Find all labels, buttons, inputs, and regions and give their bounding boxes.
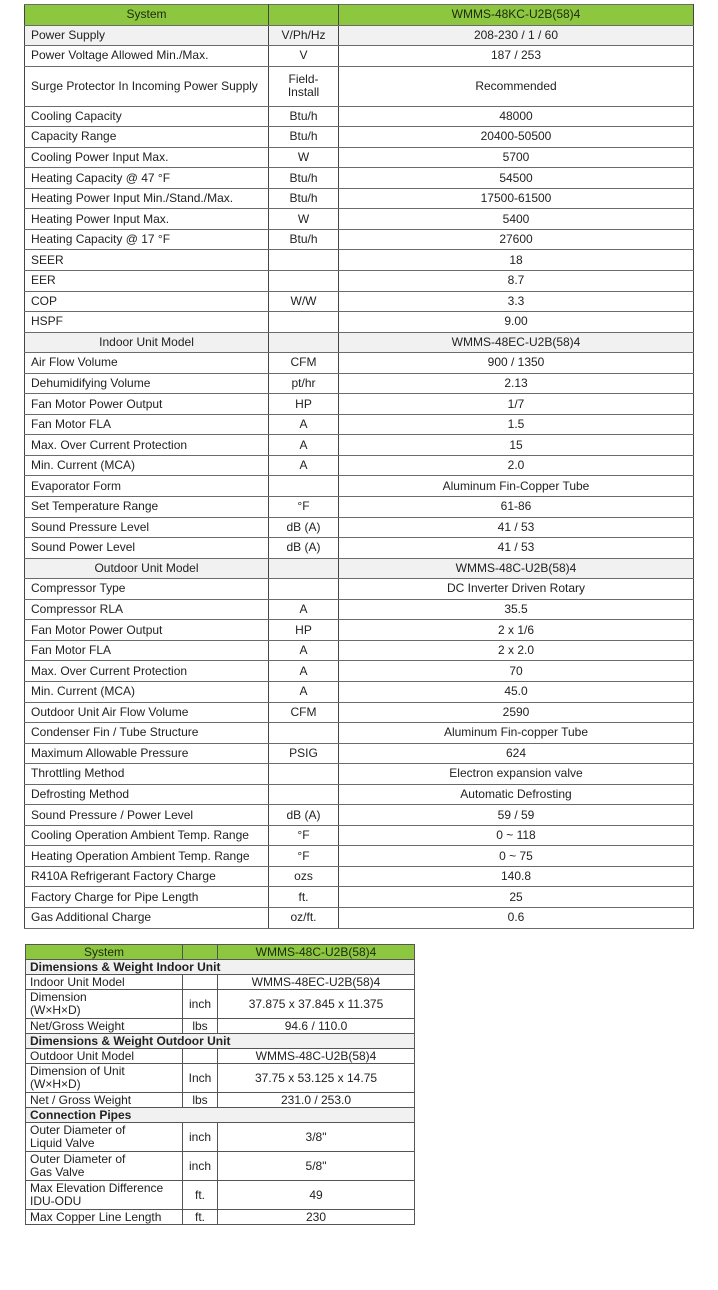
dims-value: 230	[218, 1210, 415, 1225]
dims-label: Outer Diameter of Liquid Valve	[26, 1123, 183, 1152]
spec-value: Aluminum Fin-copper Tube	[339, 723, 694, 744]
spec-unit: PSIG	[269, 743, 339, 764]
dims-value: 37.875 x 37.845 x 11.375	[218, 990, 415, 1019]
table-row	[25, 476, 694, 497]
table-row	[25, 353, 694, 374]
table-row	[25, 825, 694, 846]
table-row	[25, 455, 694, 476]
header-model: WMMS-48KC-U2B(58)4	[339, 5, 694, 26]
spec-value: Aluminum Fin-Copper Tube	[339, 476, 694, 497]
spec-unit: A	[269, 640, 339, 661]
table-row	[26, 1093, 415, 1108]
spec-unit: oz/ft.	[269, 907, 339, 928]
table-row	[25, 764, 694, 785]
spec-unit: W	[269, 209, 339, 230]
dims-label: Outdoor Unit Model	[26, 1049, 183, 1064]
spec-label: Compressor Type	[25, 579, 269, 600]
section-model: WMMS-48C-U2B(58)4	[339, 558, 694, 579]
table-row	[25, 538, 694, 559]
spec-value: 25	[339, 887, 694, 908]
spec-unit	[269, 558, 339, 579]
spec-unit: A	[269, 681, 339, 702]
spec-value: 0 ~ 118	[339, 825, 694, 846]
spec-value: 2 x 1/6	[339, 620, 694, 641]
table-row	[26, 1064, 415, 1093]
spec-label: Throttling Method	[25, 764, 269, 785]
spec-label: EER	[25, 271, 269, 292]
spec-label: HSPF	[25, 312, 269, 333]
dims-value: 37.75 x 53.125 x 14.75	[218, 1064, 415, 1093]
section-row	[26, 960, 415, 975]
spec-unit: HP	[269, 394, 339, 415]
table-row	[25, 497, 694, 518]
dims-value: 49	[218, 1181, 415, 1210]
table-row	[25, 579, 694, 600]
spec-value: DC Inverter Driven Rotary	[339, 579, 694, 600]
spec-unit	[269, 764, 339, 785]
table-row	[25, 723, 694, 744]
table-row	[25, 25, 694, 46]
spec-label: Air Flow Volume	[25, 353, 269, 374]
table-row	[25, 517, 694, 538]
dims-unit: lbs	[183, 1019, 218, 1034]
dims-unit: inch	[183, 1123, 218, 1152]
spec-label: Power Supply	[25, 25, 269, 46]
spec-unit: A	[269, 661, 339, 682]
spec-unit: Btu/h	[269, 106, 339, 127]
spec-value: 17500-61500	[339, 188, 694, 209]
spec-label: Cooling Operation Ambient Temp. Range	[25, 825, 269, 846]
spec-value: 54500	[339, 168, 694, 189]
table-row	[25, 394, 694, 415]
spec-unit: Field- Install	[269, 66, 339, 106]
table-row	[25, 702, 694, 723]
spec-unit: CFM	[269, 702, 339, 723]
dims-value: 3/8"	[218, 1123, 415, 1152]
dimensions-table-body	[26, 945, 415, 1225]
spec-unit: °F	[269, 825, 339, 846]
spec-label: Outdoor Unit Air Flow Volume	[25, 702, 269, 723]
dims-unit: ft.	[183, 1210, 218, 1225]
spec-unit	[269, 250, 339, 271]
table-header-row	[25, 5, 694, 26]
section-row	[25, 332, 694, 353]
table-row	[25, 312, 694, 333]
header-label: System	[26, 945, 183, 960]
spec-unit	[269, 332, 339, 353]
table-row	[26, 1210, 415, 1225]
specifications-table-body	[25, 5, 694, 929]
table-row	[25, 640, 694, 661]
table-row	[25, 250, 694, 271]
spec-unit: V	[269, 46, 339, 67]
dims-label: Indoor Unit Model	[26, 975, 183, 990]
spec-value: 45.0	[339, 681, 694, 702]
spec-unit: W	[269, 147, 339, 168]
header-label: System	[25, 5, 269, 26]
spec-unit: Btu/h	[269, 229, 339, 250]
table-row	[25, 229, 694, 250]
dims-value: 231.0 / 253.0	[218, 1093, 415, 1108]
spec-label: Fan Motor FLA	[25, 640, 269, 661]
spec-label: SEER	[25, 250, 269, 271]
spec-value: 1/7	[339, 394, 694, 415]
table-row	[26, 1181, 415, 1210]
spec-label: Cooling Capacity	[25, 106, 269, 127]
spec-label: Heating Power Input Min./Stand./Max.	[25, 188, 269, 209]
spec-value: 2.13	[339, 373, 694, 394]
dims-value: WMMS-48EC-U2B(58)4	[218, 975, 415, 990]
spec-unit: A	[269, 414, 339, 435]
spec-label: Max. Over Current Protection	[25, 435, 269, 456]
table-row	[25, 46, 694, 67]
table-row	[25, 743, 694, 764]
table-row	[25, 805, 694, 826]
section-model: WMMS-48EC-U2B(58)4	[339, 332, 694, 353]
spec-label: Min. Current (MCA)	[25, 455, 269, 476]
table-row	[26, 975, 415, 990]
spec-label: Maximum Allowable Pressure	[25, 743, 269, 764]
spec-label: Heating Capacity @ 47 °F	[25, 168, 269, 189]
table-row	[25, 681, 694, 702]
table-row	[25, 907, 694, 928]
table-row	[25, 661, 694, 682]
spec-value: 187 / 253	[339, 46, 694, 67]
table-row	[26, 1019, 415, 1034]
dims-value: 5/8"	[218, 1152, 415, 1181]
dims-label: Dimension of Unit (W×H×D)	[26, 1064, 183, 1093]
table-row	[25, 620, 694, 641]
spec-value: 41 / 53	[339, 538, 694, 559]
spec-label: Sound Power Level	[25, 538, 269, 559]
spec-value: Recommended	[339, 66, 694, 106]
table-row	[26, 1123, 415, 1152]
spec-value: 15	[339, 435, 694, 456]
spec-unit: W/W	[269, 291, 339, 312]
dims-label: Net/Gross Weight	[26, 1019, 183, 1034]
spec-label: Defrosting Method	[25, 784, 269, 805]
spec-label: R410A Refrigerant Factory Charge	[25, 866, 269, 887]
spec-unit: ft.	[269, 887, 339, 908]
spec-value: 1.5	[339, 414, 694, 435]
table-row	[25, 188, 694, 209]
spec-value: 8.7	[339, 271, 694, 292]
section-label: Outdoor Unit Model	[25, 558, 269, 579]
spec-value: 2.0	[339, 455, 694, 476]
spec-unit	[269, 312, 339, 333]
table-row	[25, 784, 694, 805]
table-row	[25, 209, 694, 230]
dims-unit: lbs	[183, 1093, 218, 1108]
table-row	[25, 271, 694, 292]
spec-unit: HP	[269, 620, 339, 641]
spec-unit: V/Ph/Hz	[269, 25, 339, 46]
table-row	[25, 599, 694, 620]
table-row	[25, 414, 694, 435]
table-row	[25, 106, 694, 127]
spec-unit: dB (A)	[269, 538, 339, 559]
spec-label: COP	[25, 291, 269, 312]
dims-unit	[183, 1049, 218, 1064]
spec-value: 0.6	[339, 907, 694, 928]
spec-value: 2 x 2.0	[339, 640, 694, 661]
table-row	[26, 1049, 415, 1064]
spec-label: Fan Motor Power Output	[25, 394, 269, 415]
spec-value: 48000	[339, 106, 694, 127]
specifications-table	[24, 4, 694, 929]
spec-value: 70	[339, 661, 694, 682]
spec-value: 18	[339, 250, 694, 271]
dims-unit: inch	[183, 990, 218, 1019]
spec-unit: A	[269, 435, 339, 456]
spec-value: 41 / 53	[339, 517, 694, 538]
spec-label: Heating Power Input Max.	[25, 209, 269, 230]
table-row	[26, 990, 415, 1019]
spec-unit: ozs	[269, 866, 339, 887]
spec-value: 3.3	[339, 291, 694, 312]
table-row	[25, 435, 694, 456]
spec-label: Dehumidifying Volume	[25, 373, 269, 394]
spec-value: Electron expansion valve	[339, 764, 694, 785]
spec-unit	[269, 476, 339, 497]
dims-label: Net / Gross Weight	[26, 1093, 183, 1108]
spec-label: Evaporator Form	[25, 476, 269, 497]
section-label: Connection Pipes	[26, 1108, 415, 1123]
dims-unit	[183, 975, 218, 990]
dims-value: 94.6 / 110.0	[218, 1019, 415, 1034]
spec-value: 5400	[339, 209, 694, 230]
spec-value: 0 ~ 75	[339, 846, 694, 867]
spec-value: 140.8	[339, 866, 694, 887]
section-label: Indoor Unit Model	[25, 332, 269, 353]
section-row	[26, 1108, 415, 1123]
section-row	[25, 558, 694, 579]
table-row	[25, 66, 694, 106]
spec-unit: °F	[269, 497, 339, 518]
spec-unit: Btu/h	[269, 168, 339, 189]
spec-label: Factory Charge for Pipe Length	[25, 887, 269, 908]
spec-value: 208-230 / 1 / 60	[339, 25, 694, 46]
spec-unit	[269, 271, 339, 292]
dims-label: Max Copper Line Length	[26, 1210, 183, 1225]
spec-unit: dB (A)	[269, 517, 339, 538]
spec-value: 2590	[339, 702, 694, 723]
spec-label: Compressor RLA	[25, 599, 269, 620]
dims-value: WMMS-48C-U2B(58)4	[218, 1049, 415, 1064]
dims-label: Outer Diameter of Gas Valve	[26, 1152, 183, 1181]
spec-unit	[269, 579, 339, 600]
spec-label: Gas Additional Charge	[25, 907, 269, 928]
spec-label: Surge Protector In Incoming Power Supply	[25, 66, 269, 106]
spec-label: Condenser Fin / Tube Structure	[25, 723, 269, 744]
spec-label: Heating Capacity @ 17 °F	[25, 229, 269, 250]
spec-unit	[269, 784, 339, 805]
spec-value: 27600	[339, 229, 694, 250]
spec-unit: A	[269, 599, 339, 620]
spec-label: Heating Operation Ambient Temp. Range	[25, 846, 269, 867]
table-row	[25, 373, 694, 394]
spec-label: Sound Pressure Level	[25, 517, 269, 538]
table-header-row	[26, 945, 415, 960]
spec-label: Power Voltage Allowed Min./Max.	[25, 46, 269, 67]
spec-label: Min. Current (MCA)	[25, 681, 269, 702]
spec-label: Max. Over Current Protection	[25, 661, 269, 682]
spec-label: Sound Pressure / Power Level	[25, 805, 269, 826]
dimensions-table	[25, 944, 415, 1225]
spec-unit: A	[269, 455, 339, 476]
table-row	[25, 846, 694, 867]
spec-label: Fan Motor FLA	[25, 414, 269, 435]
spec-unit: Btu/h	[269, 188, 339, 209]
table-row	[25, 127, 694, 148]
spec-unit: CFM	[269, 353, 339, 374]
table-row	[26, 1152, 415, 1181]
spec-unit: Btu/h	[269, 127, 339, 148]
spec-value: 59 / 59	[339, 805, 694, 826]
dims-label: Max Elevation Difference IDU-ODU	[26, 1181, 183, 1210]
header-unit	[183, 945, 218, 960]
spec-value: 61-86	[339, 497, 694, 518]
spec-label: Cooling Power Input Max.	[25, 147, 269, 168]
dims-unit: Inch	[183, 1064, 218, 1093]
section-label: Dimensions & Weight Outdoor Unit	[26, 1034, 415, 1049]
spec-value: Automatic Defrosting	[339, 784, 694, 805]
spec-unit: pt/hr	[269, 373, 339, 394]
header-model: WMMS-48C-U2B(58)4	[218, 945, 415, 960]
section-label: Dimensions & Weight Indoor Unit	[26, 960, 415, 975]
dims-label: Dimension (W×H×D)	[26, 990, 183, 1019]
spec-unit: dB (A)	[269, 805, 339, 826]
table-row	[25, 147, 694, 168]
spec-unit: °F	[269, 846, 339, 867]
spec-label: Fan Motor Power Output	[25, 620, 269, 641]
spec-label: Set Temperature Range	[25, 497, 269, 518]
dims-unit: ft.	[183, 1181, 218, 1210]
spec-value: 624	[339, 743, 694, 764]
table-row	[25, 887, 694, 908]
dims-unit: inch	[183, 1152, 218, 1181]
table-row	[25, 168, 694, 189]
spec-unit	[269, 723, 339, 744]
spec-value: 20400-50500	[339, 127, 694, 148]
header-unit	[269, 5, 339, 26]
spec-value: 900 / 1350	[339, 353, 694, 374]
table-row	[25, 866, 694, 887]
section-row	[26, 1034, 415, 1049]
spec-label: Capacity Range	[25, 127, 269, 148]
spec-value: 5700	[339, 147, 694, 168]
table-row	[25, 291, 694, 312]
spec-value: 35.5	[339, 599, 694, 620]
spec-value: 9.00	[339, 312, 694, 333]
